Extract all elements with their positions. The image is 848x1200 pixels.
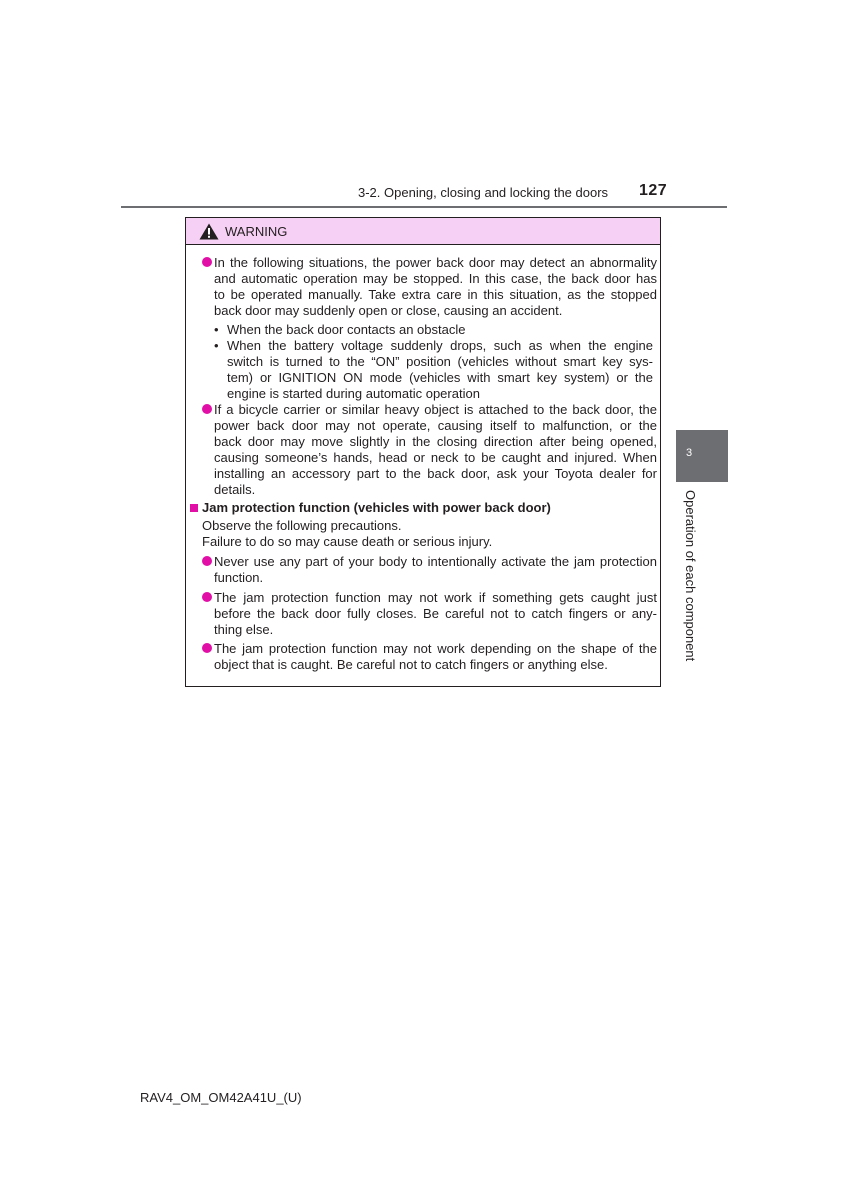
bullet-dot-icon [202, 404, 212, 414]
sub-bullet-1: When the back door contacts an obstacle [227, 322, 466, 337]
text-line: installing an accessory part to the back door, ask your Toyota dealer for [214, 466, 657, 481]
header-section-title: 3-2. Opening, closing and locking the doors [358, 185, 609, 200]
warning-title: WARNING [225, 223, 288, 239]
warning-triangle-icon [199, 223, 219, 240]
jam-intro-line-1: Observe the following precautions. [202, 518, 402, 533]
text-line: The jam protection function may not work depending on the shape of the [214, 641, 657, 656]
jam-intro-line-2: Failure to do so may cause death or serious injury. [202, 534, 493, 549]
warning-header [186, 218, 660, 245]
chapter-tab-number: 3 [686, 447, 693, 459]
text-line: details. [214, 482, 256, 497]
sub-bullet-marker: • [214, 322, 219, 337]
jam-protection-heading: Jam protection function (vehicles with power back door) [202, 500, 551, 515]
jam-bullet-2 [214, 590, 657, 638]
chapter-side-label: Operation of each component [683, 490, 698, 662]
text-line: If a bicycle carrier or similar heavy object is attached to the back door, the [214, 402, 657, 417]
text-line: function. [214, 570, 264, 585]
document-code: RAV4_OM_OM42A41U_(U) [140, 1090, 302, 1105]
warning-paragraph-2 [214, 402, 657, 498]
bullet-dot-icon [202, 592, 212, 602]
text-line: engine is started during automatic operation [227, 386, 480, 401]
text-line: When the battery voltage suddenly drops, such as when the engine [227, 338, 653, 353]
chapter-side-tab [676, 430, 728, 482]
jam-bullet-1 [214, 554, 657, 586]
text-line: Never use any part of your body to intentionally activate the jam protection [214, 554, 657, 569]
sub-bullet-2 [227, 338, 653, 402]
text-line: power back door may not operate, causing itself to malfunction, or the [214, 418, 657, 433]
text-line: The jam protection function may not work if something gets caught just [214, 590, 657, 605]
text-line: and automatic operation may be stopped. In this case, the back door has [214, 271, 657, 286]
text-line: thing else. [214, 622, 274, 637]
text-line: back door may move slightly in the closing direction after being opened, [214, 434, 657, 449]
square-bullet-icon [190, 504, 198, 512]
page-number: 127 [639, 182, 668, 199]
bullet-dot-icon [202, 643, 212, 653]
header-rule [121, 206, 727, 208]
warning-paragraph-1 [214, 255, 657, 319]
jam-bullet-3 [214, 641, 657, 673]
sub-bullet-marker: • [214, 338, 219, 353]
text-line: switch is turned to the “ON” position (vehicles without smart key sys- [227, 354, 653, 369]
text-line: causing someone’s hands, head or neck to be caught and injured. When [214, 450, 657, 465]
bullet-dot-icon [202, 556, 212, 566]
bullet-dot-icon [202, 257, 212, 267]
text-line: In the following situations, the power back door may detect an abnormality [214, 255, 657, 270]
text-line: back door may suddenly open or close, causing an accident. [214, 303, 563, 318]
text-line: before the back door fully closes. Be careful not to catch fingers or any- [214, 606, 657, 621]
text-line: to be operated manually. Take extra care in this situation, as the stopped [214, 287, 657, 302]
text-line: tem) or IGNITION ON mode (vehicles with smart key system) or the [227, 370, 653, 385]
text-line: object that is caught. Be careful not to catch fingers or anything else. [214, 657, 608, 672]
